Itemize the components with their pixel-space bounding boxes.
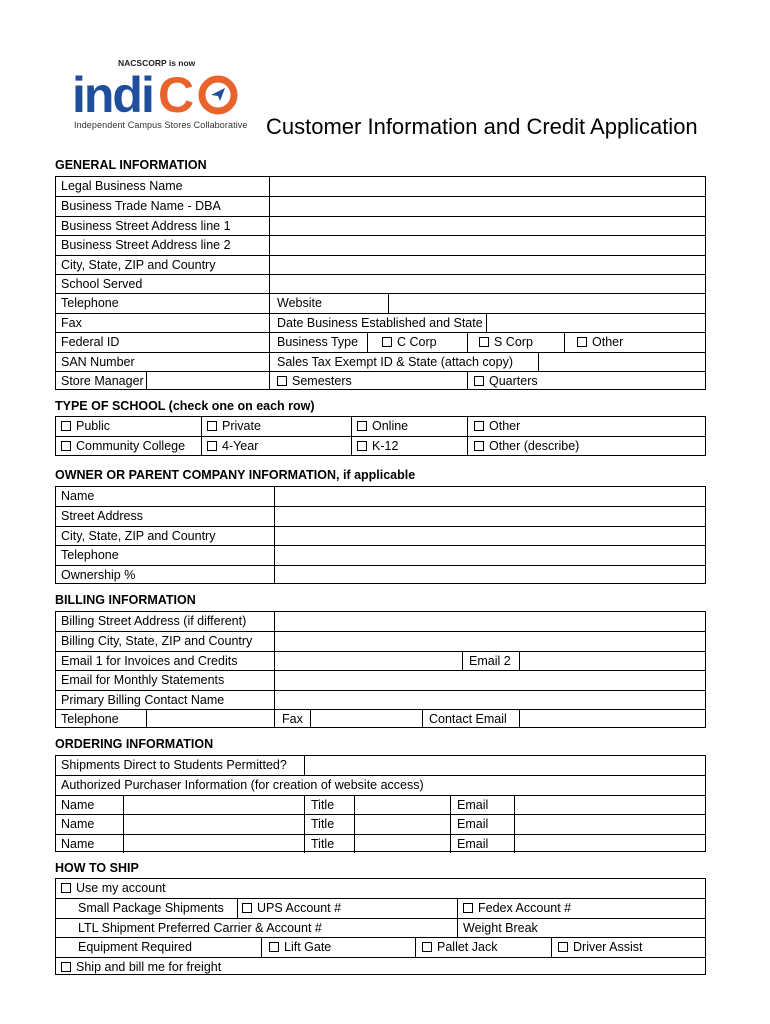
label-title-1: Title bbox=[311, 797, 335, 812]
public-checkbox[interactable] bbox=[61, 421, 71, 431]
purchaser-email-3-field[interactable] bbox=[515, 835, 705, 853]
driver-assist-option[interactable]: Driver Assist bbox=[558, 940, 642, 954]
label-email2: Email 2 bbox=[469, 653, 511, 668]
four-year-checkbox[interactable] bbox=[207, 441, 217, 451]
owner-city-field[interactable] bbox=[275, 527, 705, 545]
other-school-checkbox[interactable] bbox=[474, 421, 484, 431]
label-san: SAN Number bbox=[61, 354, 135, 369]
general-heading: GENERAL INFORMATION bbox=[55, 158, 207, 172]
community-college-option[interactable]: Community College bbox=[61, 439, 185, 453]
row-federal-id bbox=[56, 332, 705, 351]
website-field[interactable] bbox=[389, 294, 705, 312]
other-school-option[interactable]: Other bbox=[474, 419, 520, 433]
pallet-jack-option[interactable]: Pallet Jack bbox=[422, 940, 497, 954]
ups-account-field[interactable] bbox=[356, 899, 456, 917]
ltl-carrier-field[interactable] bbox=[331, 919, 456, 937]
logo-tagline: NACSCORP is now bbox=[118, 58, 196, 68]
label-store-manager: Store Manager bbox=[61, 374, 144, 388]
label-authorized: Authorized Purchaser Information (for creation of website access) bbox=[61, 778, 424, 793]
fedex-option[interactable]: Fedex Account # bbox=[463, 901, 571, 915]
ship-heading: HOW TO SHIP bbox=[55, 861, 139, 875]
label-street2: Business Street Address line 2 bbox=[61, 238, 231, 253]
fedex-checkbox[interactable] bbox=[463, 903, 473, 913]
street1-field[interactable] bbox=[270, 217, 705, 235]
semesters-option[interactable]: Semesters bbox=[277, 374, 352, 388]
school-type-section bbox=[55, 416, 706, 456]
billing-heading: BILLING INFORMATION bbox=[55, 593, 196, 607]
other-checkbox[interactable] bbox=[577, 337, 587, 347]
purchaser-name-2-field[interactable] bbox=[124, 815, 304, 833]
k12-option[interactable]: K-12 bbox=[357, 439, 398, 453]
bill-me-checkbox[interactable] bbox=[61, 962, 71, 972]
ship-section bbox=[55, 878, 706, 975]
driver-assist-checkbox[interactable] bbox=[558, 942, 568, 952]
purchaser-name-3-field[interactable] bbox=[124, 835, 304, 853]
label-city: City, State, ZIP and Country bbox=[61, 257, 216, 272]
billing-street-field[interactable] bbox=[275, 612, 705, 631]
label-fax: Fax bbox=[61, 315, 82, 330]
label-title-2: Title bbox=[311, 817, 335, 832]
online-checkbox[interactable] bbox=[357, 421, 367, 431]
other-option[interactable]: Other bbox=[577, 335, 623, 349]
row-purchaser-3 bbox=[56, 834, 705, 853]
ordering-section bbox=[55, 755, 706, 852]
label-email-2: Email bbox=[457, 817, 489, 832]
logo-subtitle: Independent Campus Stores Collaborative bbox=[74, 120, 248, 130]
row-owner-city bbox=[56, 526, 705, 545]
billing-contact-field[interactable] bbox=[275, 691, 705, 709]
established-field[interactable] bbox=[487, 314, 705, 332]
school-served-field[interactable] bbox=[270, 275, 705, 293]
indico-wordmark-icon bbox=[70, 68, 240, 120]
private-option[interactable]: Private bbox=[207, 419, 261, 433]
row-billing-street bbox=[56, 612, 705, 631]
shipments-field[interactable] bbox=[305, 756, 705, 775]
row-billing-phone bbox=[56, 709, 705, 728]
ups-option[interactable]: UPS Account # bbox=[242, 901, 341, 915]
label-email1: Email 1 for Invoices and Credits bbox=[61, 653, 238, 668]
owner-street-field[interactable] bbox=[275, 507, 705, 525]
c-corp-checkbox[interactable] bbox=[382, 337, 392, 347]
indico-logo bbox=[70, 58, 250, 138]
billing-fax-field[interactable] bbox=[311, 710, 421, 728]
general-section bbox=[55, 176, 706, 390]
row-legal-name bbox=[56, 177, 705, 196]
email2-field[interactable] bbox=[520, 652, 705, 670]
owner-name-field[interactable] bbox=[275, 487, 705, 506]
label-website: Website bbox=[277, 296, 322, 311]
billing-city-field[interactable] bbox=[275, 632, 705, 650]
svg-text:indi: indi bbox=[72, 68, 153, 120]
quarters-option[interactable]: Quarters bbox=[474, 374, 538, 388]
semesters-checkbox[interactable] bbox=[277, 376, 287, 386]
quarters-checkbox[interactable] bbox=[474, 376, 484, 386]
row-owner-name bbox=[56, 487, 705, 506]
pallet-jack-checkbox[interactable] bbox=[422, 942, 432, 952]
label-telephone: Telephone bbox=[61, 296, 119, 311]
ordering-heading: ORDERING INFORMATION bbox=[55, 737, 214, 751]
lift-gate-checkbox[interactable] bbox=[269, 942, 279, 952]
use-account-checkbox[interactable] bbox=[61, 883, 71, 893]
label-owner-street: Street Address bbox=[61, 509, 143, 524]
row-purchaser-1 bbox=[56, 795, 705, 814]
ownership-field[interactable] bbox=[275, 566, 705, 584]
row-street2 bbox=[56, 235, 705, 254]
label-billing-contact: Primary Billing Contact Name bbox=[61, 692, 225, 707]
svg-text:C: C bbox=[158, 68, 193, 120]
label-email-1: Email bbox=[457, 797, 489, 812]
billing-telephone-field[interactable] bbox=[147, 710, 274, 728]
row-authorized bbox=[56, 775, 705, 794]
row-small-package bbox=[56, 898, 705, 917]
label-email-3: Email bbox=[457, 836, 489, 851]
purchaser-title-1-field[interactable] bbox=[355, 796, 449, 814]
billing-section bbox=[55, 611, 706, 728]
row-use-account bbox=[56, 879, 705, 898]
k12-checkbox[interactable] bbox=[357, 441, 367, 451]
online-option[interactable]: Online bbox=[357, 419, 408, 433]
owner-telephone-field[interactable] bbox=[275, 546, 705, 564]
label-business-type: Business Type bbox=[277, 335, 359, 350]
row-street1 bbox=[56, 216, 705, 235]
s-corp-option[interactable]: S Corp bbox=[479, 335, 533, 349]
use-account-option[interactable]: Use my account bbox=[61, 881, 166, 895]
label-weight-break: Weight Break bbox=[463, 920, 538, 935]
fedex-account-field[interactable] bbox=[581, 899, 705, 917]
row-ltl bbox=[56, 918, 705, 937]
purchaser-email-1-field[interactable] bbox=[515, 796, 705, 814]
label-established: Date Business Established and State bbox=[277, 315, 483, 330]
store-manager-field[interactable] bbox=[147, 372, 268, 390]
s-corp-checkbox[interactable] bbox=[479, 337, 489, 347]
label-name-3: Name bbox=[61, 836, 95, 851]
purchaser-title-2-field[interactable] bbox=[355, 815, 449, 833]
legal-name-field[interactable] bbox=[270, 177, 705, 196]
lift-gate-option[interactable]: Lift Gate bbox=[269, 940, 331, 954]
label-federal-id: Federal ID bbox=[61, 335, 120, 350]
row-school-type-1 bbox=[56, 417, 705, 436]
school-type-heading: TYPE OF SCHOOL (check one on each row) bbox=[55, 399, 315, 413]
contact-email-field[interactable] bbox=[520, 710, 705, 728]
ups-checkbox[interactable] bbox=[242, 903, 252, 913]
private-checkbox[interactable] bbox=[207, 421, 217, 431]
trade-name-field[interactable] bbox=[270, 197, 705, 215]
page-title: Customer Information and Credit Application bbox=[266, 114, 698, 139]
monthly-email-field[interactable] bbox=[275, 671, 705, 689]
c-corp-option[interactable]: C Corp bbox=[382, 335, 437, 349]
label-billing-city: Billing City, State, ZIP and Country bbox=[61, 634, 253, 649]
label-billing-telephone: Telephone bbox=[61, 712, 119, 726]
label-shipments: Shipments Direct to Students Permitted? bbox=[61, 758, 287, 772]
weight-break-field[interactable] bbox=[546, 919, 705, 937]
label-contact-email: Contact Email bbox=[429, 712, 507, 726]
label-ltl: LTL Shipment Preferred Carrier & Account # bbox=[78, 920, 322, 935]
community-college-checkbox[interactable] bbox=[61, 441, 71, 451]
label-name-1: Name bbox=[61, 797, 95, 812]
row-store-manager bbox=[56, 371, 705, 390]
row-san bbox=[56, 352, 705, 371]
row-trade-name bbox=[56, 196, 705, 215]
bill-me-option[interactable]: Ship and bill me for freight bbox=[61, 960, 221, 974]
row-billing-contact bbox=[56, 690, 705, 709]
city-field[interactable] bbox=[270, 256, 705, 274]
label-trade-name: Business Trade Name - DBA bbox=[61, 199, 221, 214]
label-owner-telephone: Telephone bbox=[61, 548, 119, 563]
row-telephone-website bbox=[56, 293, 705, 312]
label-ownership: Ownership % bbox=[61, 567, 136, 582]
tax-exempt-field[interactable] bbox=[539, 353, 705, 371]
email1-field[interactable] bbox=[275, 652, 461, 670]
four-year-option[interactable]: 4-Year bbox=[207, 439, 258, 453]
label-monthly: Email for Monthly Statements bbox=[61, 673, 225, 688]
public-option[interactable]: Public bbox=[61, 419, 110, 433]
row-email1 bbox=[56, 651, 705, 670]
row-ownership bbox=[56, 565, 705, 584]
other-describe-option[interactable]: Other (describe) bbox=[474, 439, 579, 453]
other-describe-checkbox[interactable] bbox=[474, 441, 484, 451]
row-shipments bbox=[56, 756, 705, 775]
label-billing-fax: Fax bbox=[282, 712, 303, 726]
row-equipment bbox=[56, 937, 705, 956]
label-school-served: School Served bbox=[61, 277, 143, 291]
row-monthly bbox=[56, 670, 705, 689]
label-legal-name: Legal Business Name bbox=[61, 179, 183, 193]
row-purchaser-2 bbox=[56, 814, 705, 833]
street2-field[interactable] bbox=[270, 236, 705, 254]
row-school-type-2 bbox=[56, 436, 705, 455]
label-billing-street: Billing Street Address (if different) bbox=[61, 614, 247, 628]
label-owner-city: City, State, ZIP and Country bbox=[61, 528, 216, 543]
purchaser-title-3-field[interactable] bbox=[355, 835, 449, 853]
purchaser-name-1-field[interactable] bbox=[124, 796, 304, 814]
label-street1: Business Street Address line 1 bbox=[61, 218, 231, 233]
row-owner-street bbox=[56, 506, 705, 525]
owner-section bbox=[55, 486, 706, 584]
purchaser-email-2-field[interactable] bbox=[515, 815, 705, 833]
row-owner-telephone bbox=[56, 545, 705, 564]
row-school-served bbox=[56, 274, 705, 293]
row-fax-established bbox=[56, 313, 705, 332]
row-billing-city bbox=[56, 631, 705, 650]
label-tax-exempt: Sales Tax Exempt ID & State (attach copy) bbox=[277, 354, 513, 369]
owner-heading: OWNER OR PARENT COMPANY INFORMATION, if applicable bbox=[55, 468, 416, 482]
label-title-3: Title bbox=[311, 836, 335, 851]
label-small-package: Small Package Shipments bbox=[78, 901, 224, 916]
label-equipment: Equipment Required bbox=[78, 940, 192, 955]
label-owner-name: Name bbox=[61, 489, 95, 503]
row-city bbox=[56, 255, 705, 274]
label-name-2: Name bbox=[61, 817, 95, 832]
row-bill-me bbox=[56, 957, 705, 976]
